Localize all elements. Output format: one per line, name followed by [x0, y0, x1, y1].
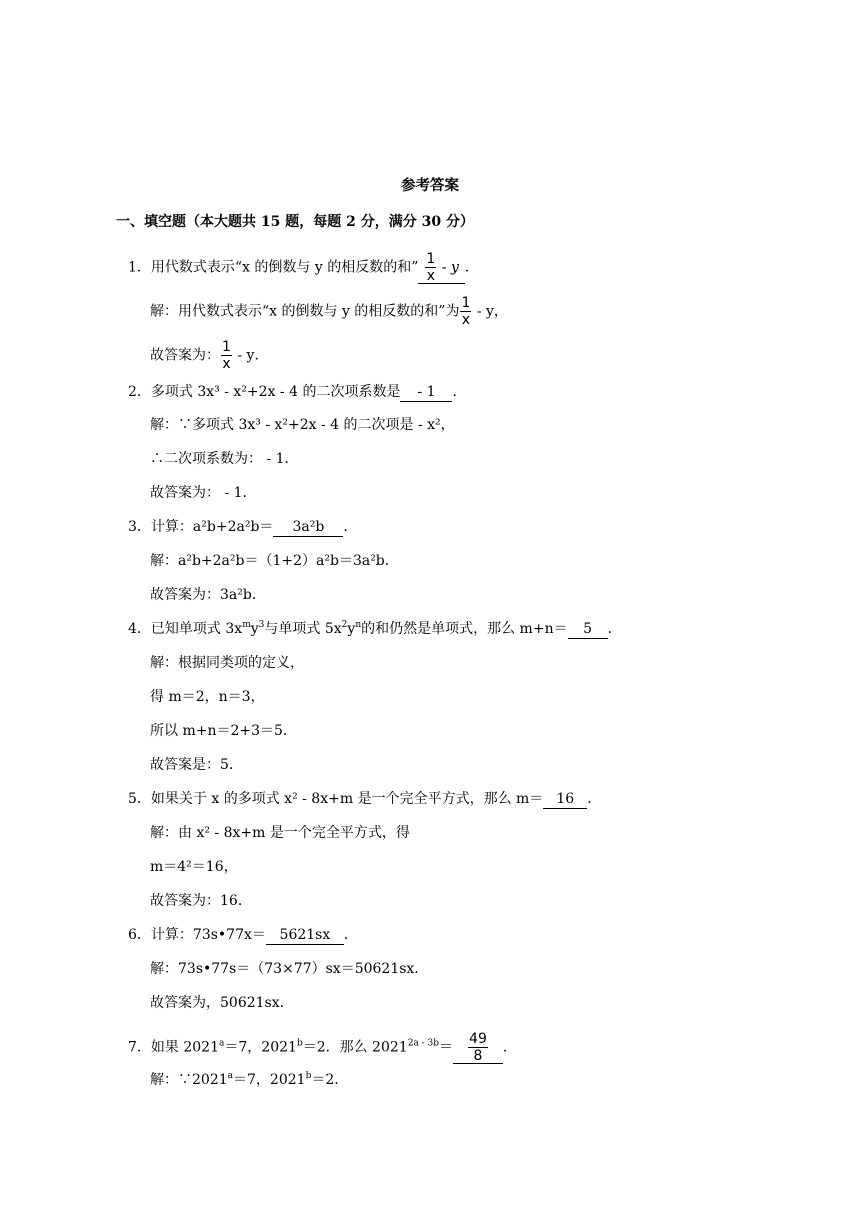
- solution-part: 解：∵2021: [150, 1072, 228, 1088]
- question-2: 2．多项式 3x³ - x²+2x - 4 的二次项系数是- 1 ．: [128, 384, 467, 400]
- fraction-denominator: x: [426, 268, 435, 284]
- solution-line: m＝4²＝16，: [150, 859, 238, 875]
- stem-part: 如果 2021: [150, 1039, 220, 1056]
- final-answer: 故答案是：5．: [150, 757, 243, 773]
- final-answer: 故答案为，50621sx．: [150, 995, 294, 1011]
- fraction-denominator: x: [222, 356, 231, 372]
- fraction-numerator: 1: [222, 339, 231, 355]
- question-number: 1．: [128, 259, 151, 276]
- superscript: n: [355, 620, 362, 630]
- final-answer: 故答案为：3a²b．: [150, 587, 266, 603]
- question-7: 7．如果 $2021^a=7$，$2021^b=2$．那么 $2021^{2a - 3b}=$ $\frac{49}{8}$ ．: [128, 1031, 517, 1064]
- fraction-denominator: x: [461, 312, 471, 328]
- question-stem: 多项式 3x³ - x²+2x - 4 的二次项系数是: [150, 384, 401, 400]
- fraction-numerator: 49: [469, 1031, 487, 1047]
- superscript: 3: [258, 620, 265, 630]
- question-number: 6．: [128, 927, 151, 943]
- superscript: b: [305, 1071, 312, 1081]
- answer-blank: [453, 1032, 503, 1064]
- section-heading: 一、填空题（本大题共 15 题，每题 2 分，满分 30 分）: [116, 214, 474, 230]
- superscript: a: [227, 1071, 234, 1081]
- question-5: 5．如果关于 x 的多项式 x² - 8x+m 是一个完全平方式，那么 m＝ 16 ．: [128, 791, 602, 807]
- solution-part: ＝7，2021: [233, 1072, 306, 1088]
- question-stem: 用代数式表示“x 的倒数与 y 的相反数的和”: [150, 259, 419, 276]
- solution-line: 解：由 x² - 8x+m 是一个完全平方式，得: [150, 825, 410, 841]
- stem-part: 与单项式 5x: [264, 621, 342, 637]
- solution-line: 所以 m+n＝2+3＝5．: [150, 723, 297, 739]
- superscript: m: [242, 620, 251, 630]
- solution-line: 解：73s•77s＝（73×77）sx＝50621sx．: [150, 961, 429, 977]
- solution-rest: - y，: [472, 303, 508, 320]
- answer-blank: 5621sx: [266, 926, 344, 945]
- question-stem: 计算：a²b+2a²b＝: [150, 519, 274, 535]
- answer-blank: - 1: [400, 383, 452, 402]
- question-1: 1．用代数式表示“x 的倒数与 y 的相反数的和” $\frac{1}{x}$ - y ．: [128, 251, 479, 284]
- question-stem: 计算：73s•77x＝: [150, 927, 266, 943]
- stem-part: y: [250, 621, 259, 637]
- q7-solution: [150, 1070, 348, 1090]
- solution-line: ∴二次项系数为： - 1．: [150, 451, 299, 467]
- superscript: b: [296, 1038, 303, 1049]
- final-answer: 故答案为： - 1．: [150, 485, 257, 501]
- question-number: 7．: [128, 1039, 151, 1056]
- q1-solution: [150, 296, 508, 327]
- answer-rest: - y: [437, 259, 459, 276]
- question-number: 2．: [128, 384, 151, 400]
- solution-line: 解：根据同类项的定义，: [150, 655, 304, 671]
- question-number: 4．: [128, 621, 151, 637]
- question-4: 4．已知单项式 $3x^my^3$与单项式 $5x^2y^n$的和仍然是单项式，那么 m+n＝ 5 ．: [128, 620, 622, 637]
- final-rest: - y．: [232, 347, 269, 364]
- solution-part: ＝2．: [311, 1072, 349, 1088]
- superscript: 2a - 3b: [407, 1038, 440, 1049]
- fraction-numerator: 1: [461, 295, 471, 311]
- page-title: 参考答案: [401, 177, 459, 194]
- answer-blank: 5: [568, 620, 608, 639]
- question-number: 3．: [128, 519, 151, 535]
- superscript: 2: [341, 620, 348, 630]
- q1-final: [150, 340, 268, 371]
- stem-part: 的和仍然是单项式，那么 m+n＝: [361, 621, 568, 637]
- solution-line: 得 m＝2，n＝3，: [150, 689, 265, 705]
- fraction-denominator: 8: [473, 1048, 483, 1064]
- final-answer: 故答案为：16．: [150, 893, 252, 909]
- question-6: 6．计算：73s•77x＝ 5621sx ．: [128, 927, 358, 943]
- stem-part: ＝2．那么 2021: [302, 1039, 408, 1056]
- question-stem: 如果关于 x 的多项式 x² - 8x+m 是一个完全平方式，那么 m＝: [150, 791, 544, 807]
- answer-blank: [418, 252, 464, 284]
- question-number: 5．: [128, 791, 151, 807]
- fraction-numerator: 1: [426, 251, 436, 267]
- answer-blank: 16: [543, 790, 587, 809]
- answer-blank: 3a²b: [273, 518, 343, 537]
- solution-line: 解：∵多项式 3x³ - x²+2x - 4 的二次项是 - x²，: [150, 417, 455, 433]
- question-3: 3．计算：a²b+2a²b＝ 3a²b ．: [128, 519, 358, 535]
- solution-line: 解：a²b+2a²b＝（1+2）a²b＝3a²b．: [150, 553, 399, 569]
- stem-part: 已知单项式 3x: [150, 621, 243, 637]
- stem-part: y: [347, 621, 356, 637]
- stem-part: ＝: [439, 1039, 454, 1056]
- solution-text: 解：用代数式表示“x 的倒数与 y 的相反数的和”为: [150, 303, 460, 320]
- superscript: a: [219, 1038, 225, 1049]
- stem-part: ＝7，2021: [224, 1039, 297, 1056]
- final-text: 故答案为：: [150, 347, 220, 364]
